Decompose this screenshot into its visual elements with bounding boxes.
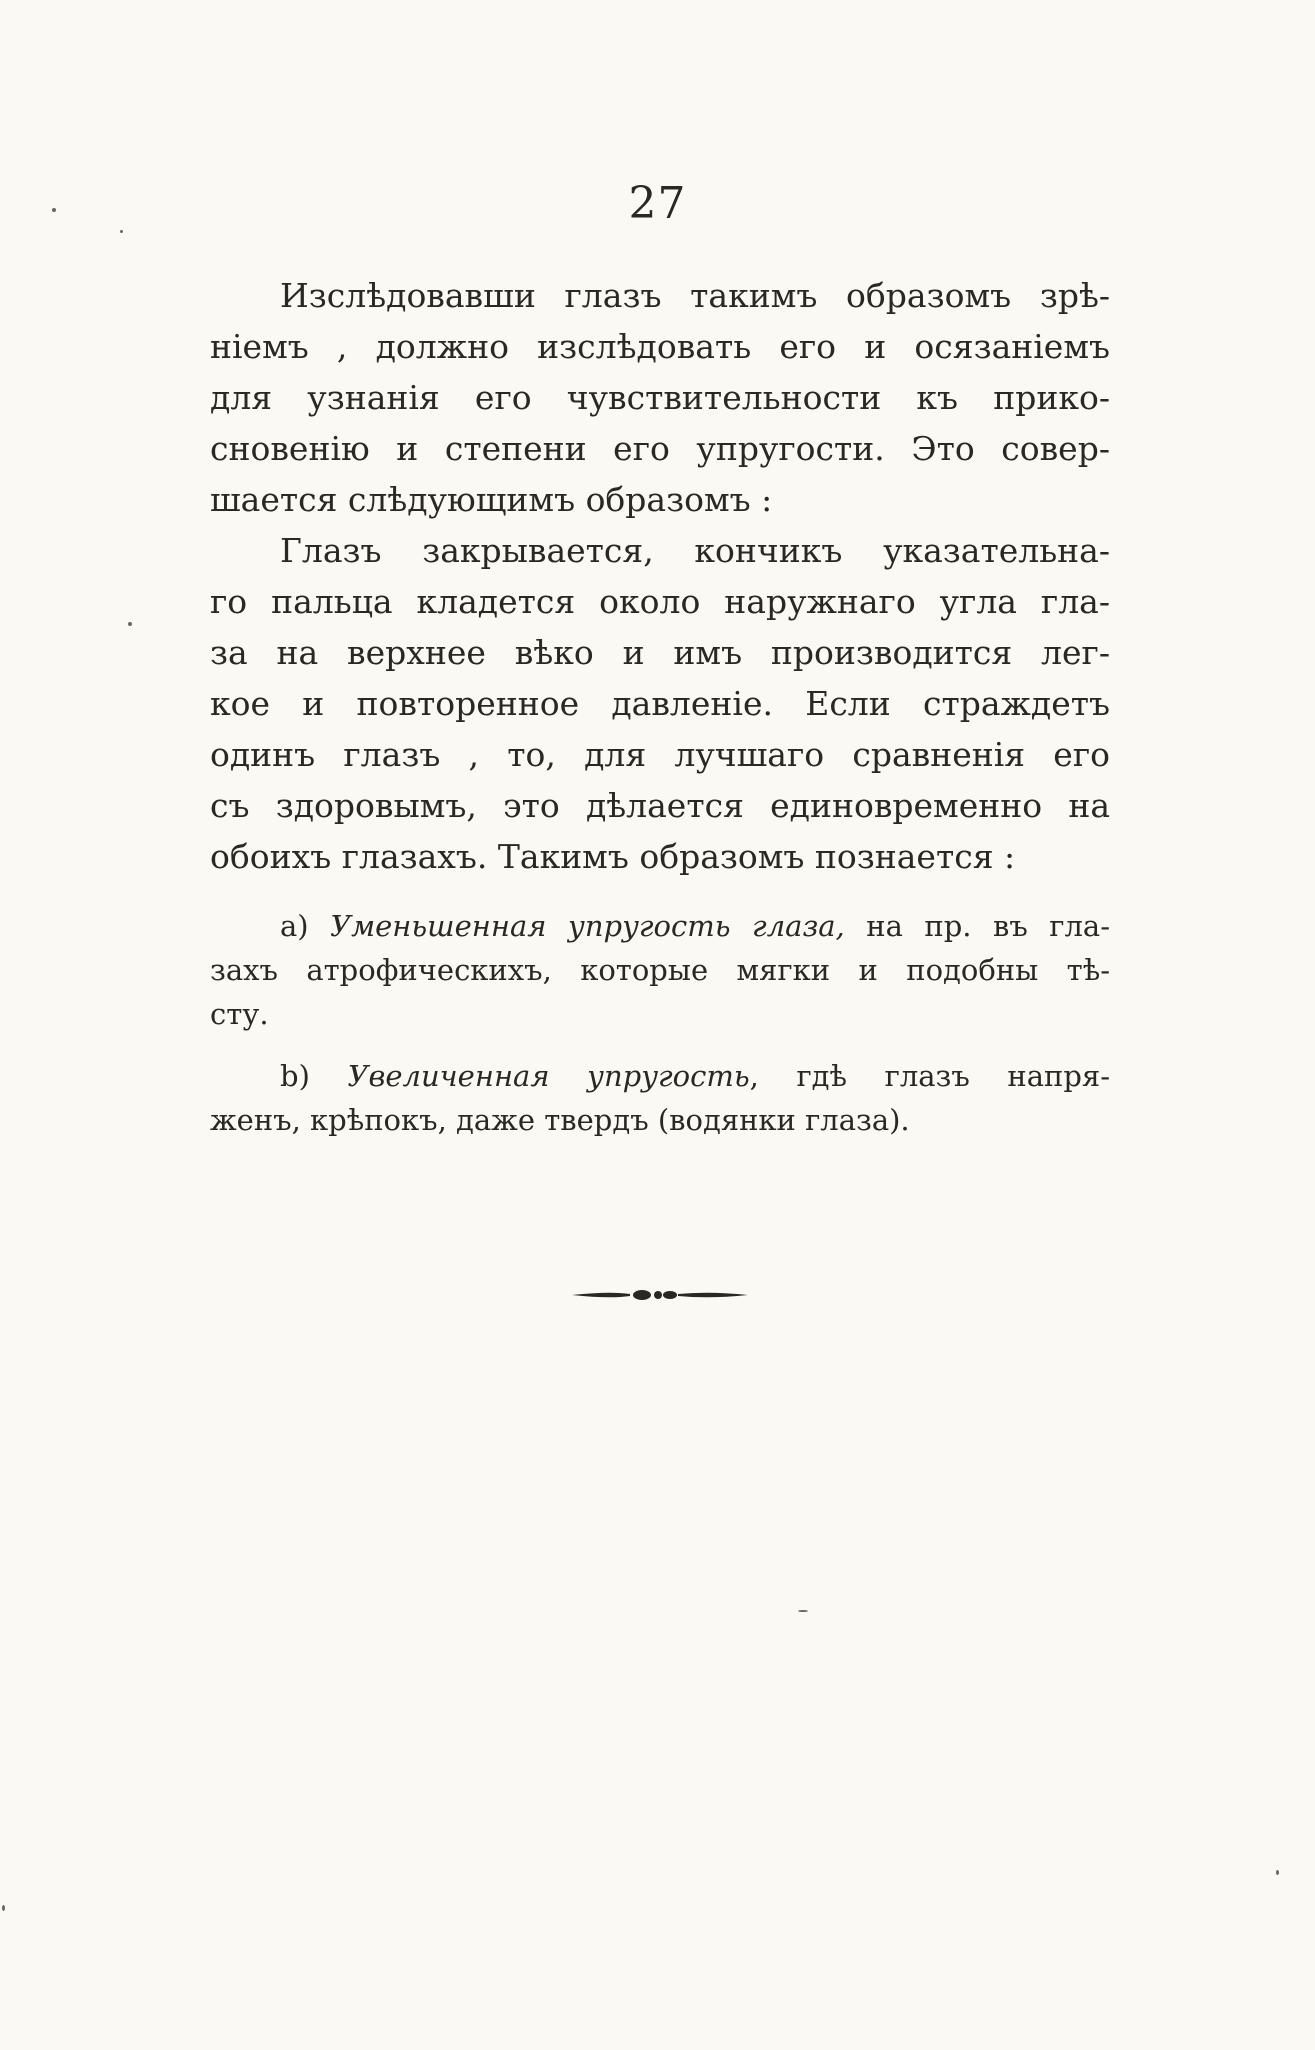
page-number: 27 (628, 178, 687, 229)
list-term: Увеличенная упругость (347, 1059, 750, 1093)
text-line: Глазъ закрывается, кончикъ указательна- (280, 531, 1110, 570)
paragraph-2 (210, 525, 1110, 882)
list-item-a (210, 904, 1110, 1036)
text-line: за на верхнее вѣко и имъ производится лег- (210, 633, 1110, 672)
body-text (210, 270, 1110, 1160)
paper-speck (128, 622, 132, 626)
text-line: кое и повторенное давленіе. Если страждетъ (210, 684, 1110, 723)
text-line: Изслѣдовавши глазъ такимъ образомъ зрѣ- (280, 276, 1110, 315)
text-line: женъ, крѣпокъ, даже твердъ (водянки глаза). (210, 1103, 910, 1137)
text-line: го пальца кладется около наружнаго угла гла- (210, 582, 1110, 621)
list-marker: a) (280, 909, 309, 943)
paper-speck (52, 208, 56, 212)
list-item-first-line (210, 1054, 1110, 1098)
text-line: одинъ глазъ , то, для лучшаго сравненія его (210, 735, 1110, 774)
ornament-divider (570, 1285, 750, 1305)
list-text: на пр. въ гла- (866, 909, 1111, 943)
paper-speck (798, 1610, 808, 1612)
paper-speck (1276, 1870, 1279, 1875)
text-line: сту. (210, 997, 269, 1031)
text-line: съ здоровымъ, это дѣлается единовременно на (210, 786, 1110, 825)
symptom-list (210, 904, 1110, 1142)
text-line: шается слѣдующимъ образомъ : (210, 480, 773, 519)
list-item-first-line (210, 904, 1110, 948)
text-line: обоихъ глазахъ. Такимъ образомъ познается : (210, 837, 1016, 876)
text-line: ніемъ , должно изслѣдовать его и осязаніемъ (210, 327, 1110, 366)
list-text: , гдѣ глазъ напря- (749, 1059, 1110, 1093)
list-term: Уменьшенная упругость глаза, (330, 909, 845, 943)
paper-speck (2, 1905, 5, 1911)
list-item-b (210, 1054, 1110, 1142)
paragraph-1 (210, 270, 1110, 525)
list-marker: b) (280, 1059, 310, 1093)
text-line: сновенію и степени его упругости. Это совер- (210, 429, 1110, 468)
text-line: для узнанія его чувствительности къ прико- (210, 378, 1110, 417)
text-line: захъ атрофическихъ, которые мягки и подобны тѣ- (210, 953, 1110, 987)
paper-speck (120, 230, 123, 233)
